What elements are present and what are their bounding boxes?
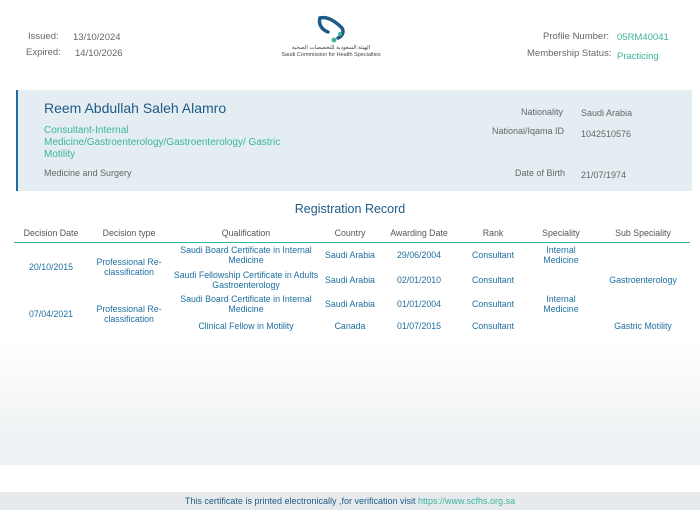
qualification-cell: Saudi Fellowship Certificate in Adults Gastroenterology: [173, 269, 319, 290]
background-fade: [0, 340, 700, 465]
country-cell: Saudi Arabia: [325, 274, 375, 285]
awarding-date-cell: 01/01/2004: [396, 298, 442, 309]
dob-value: 21/07/1974: [581, 170, 627, 180]
awarding-date-cell: 01/07/2015: [396, 320, 442, 331]
sub-speciality-cell: [596, 243, 690, 268]
col-qualification: Qualification: [170, 224, 322, 243]
qualification-cell: Clinical Fellow in Motility: [198, 320, 294, 331]
national-id-label: National/Iqama ID: [492, 126, 565, 136]
issued-label: Issued:: [28, 31, 59, 42]
logo-arabic-text: الهيئة السعودية للتخصصات الصحية: [291, 45, 371, 51]
sub-speciality-cell: Gastric Motility: [614, 320, 672, 331]
table-row: [14, 292, 690, 316]
table-header-row: [14, 224, 690, 243]
practitioner-department: Medicine and Surgery: [44, 168, 132, 178]
decision-date-cell: 07/04/2021: [28, 308, 74, 319]
qualification-cell: Saudi Board Certificate in Internal Medicine: [180, 293, 312, 314]
expired-date: 14/10/2026: [75, 48, 123, 59]
awarding-date-cell: 02/01/2010: [396, 274, 442, 285]
decision-type-cell: Professional Re-classification: [96, 257, 162, 278]
col-country: Country: [322, 224, 378, 243]
rank-cell: Consultant: [471, 298, 515, 309]
expired-label: Expired:: [26, 47, 61, 58]
certificate-header: [0, 0, 700, 88]
profile-number: 05RM40041: [617, 32, 669, 43]
registration-table: [14, 224, 690, 336]
nationality-value: Saudi Arabia: [581, 108, 633, 118]
table-row: [14, 243, 690, 268]
country-cell: Saudi Arabia: [325, 250, 375, 261]
col-sub-speciality: Sub Speciality: [596, 224, 690, 243]
rank-cell: Consultant: [471, 250, 515, 261]
scfhs-logo: [275, 14, 387, 68]
rank-cell: Consultant: [471, 320, 515, 331]
profile-number-label: Profile Number:: [543, 31, 609, 42]
col-decision-type: Decision type: [88, 224, 170, 243]
scfhs-logo-icon: [314, 14, 348, 44]
col-speciality: Speciality: [526, 224, 596, 243]
col-decision-date: Decision Date: [14, 224, 88, 243]
sub-speciality-cell: [596, 292, 690, 316]
issued-date: 13/10/2024: [73, 32, 121, 43]
footer-text: This certificate is printed electronically ,for verification visit: [184, 496, 419, 506]
country-cell: Saudi Arabia: [325, 298, 375, 309]
profile-card: [16, 90, 692, 191]
membership-status: Practicing: [617, 51, 659, 62]
membership-status-label: Membership Status:: [527, 48, 612, 59]
speciality-cell: Internal Medicine: [543, 293, 579, 314]
verification-link[interactable]: https://www.scfhs.org.sa: [418, 496, 516, 506]
nationality-label: Nationality: [521, 107, 564, 117]
logo-english-text: Saudi Commission for Health Specialties: [281, 52, 381, 58]
awarding-date-cell: 29/06/2004: [396, 250, 442, 261]
country-cell: Canada: [334, 320, 366, 331]
decision-date-cell: 20/10/2015: [28, 262, 74, 273]
col-rank: Rank: [460, 224, 526, 243]
speciality-cell: [526, 316, 596, 336]
speciality-cell: Internal Medicine: [543, 245, 579, 266]
dob-label: Date of Birth: [515, 168, 566, 178]
col-awarding-date: Awarding Date: [378, 224, 460, 243]
speciality-cell: [526, 268, 596, 292]
sub-speciality-cell: Gastroenterology: [609, 274, 677, 285]
qualification-cell: Saudi Board Certificate in Internal Medicine: [180, 245, 312, 266]
rank-cell: Consultant: [471, 274, 515, 285]
verification-footer: [0, 492, 700, 510]
practitioner-name: Reem Abdullah Saleh Alamro: [44, 100, 227, 116]
decision-type-cell: Professional Re-classification: [96, 303, 162, 324]
national-id-value: 1042510576: [581, 129, 632, 139]
practitioner-specialty: Consultant-Internal Medicine/Gastroenterology/Gastroenterology/ Gastric Motility: [44, 125, 281, 160]
registration-record-title: Registration Record: [294, 202, 406, 216]
